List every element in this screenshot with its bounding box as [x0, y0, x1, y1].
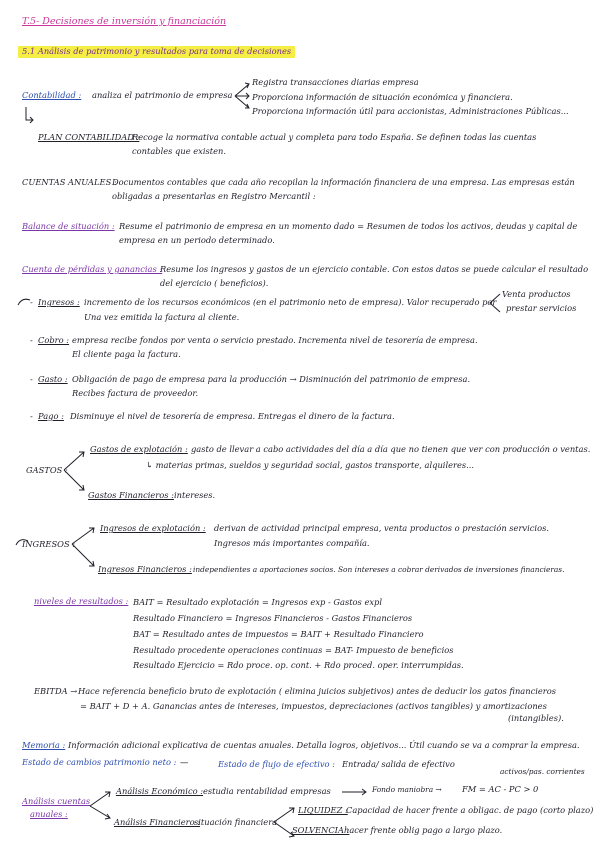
gastos-label: GASTOS : — [26, 465, 68, 475]
perdidas-text: Resume los ingresos y gastos de un ejercicio contable. Con estos datos se puede calcular el resultado — [160, 264, 589, 274]
cobro-text: El cliente paga la factura. — [72, 349, 181, 359]
solvencia-label: SOLVENCIA : — [292, 825, 350, 835]
liquidez-label: LIQUIDEZ : — [298, 805, 348, 815]
analisis-eco-text: estudia rentabilidad empresas — [203, 786, 331, 796]
ebitda-text: (intangibles). — [508, 713, 564, 723]
ingresos-fin-label: Ingresos Financieros : — [98, 564, 192, 574]
arrow-icon — [340, 786, 370, 798]
gastos-fin-label: Gastos Financieros : — [88, 490, 174, 500]
solvencia-text: hacer frente oblig pago a largo plazo. — [344, 825, 503, 835]
ingresos-label: INGRESOS : — [22, 539, 76, 549]
memoria-label: Memoria : — [22, 740, 66, 750]
gastos-explot-text: gasto de llevar a cabo actividades del día a día que no tienen que ver con producción o ventas. — [191, 444, 591, 454]
balance-text: Resume el patrimonio de empresa en un momento dado = Resumen de todos los activos, deudas y capital de — [119, 221, 578, 231]
gastos-explot-label: Gastos de explotación : — [90, 444, 188, 454]
estado-cambios-dash: — — [180, 757, 189, 767]
activos-note: activos/pas. corrientes — [500, 767, 585, 776]
fm-formula: FM = AC - PC > 0 — [462, 784, 539, 794]
dash-bullet: - — [30, 335, 33, 345]
pago-label: Pago : — [38, 411, 64, 421]
contabilidad-item: Proporciona información útil para accionistas, Administraciones Públicas... — [252, 106, 569, 116]
dash-bullet: - — [30, 374, 33, 384]
cobro-label: Cobro : — [38, 335, 70, 345]
ingresos-def-option: prestar servicios — [506, 303, 577, 313]
cuentas-anuales-text: obligadas a presentarlas en Registro Mercantil : — [112, 191, 316, 201]
ingresos-def-text: Una vez emitida la factura al cliente. — [84, 312, 240, 322]
analisis-fin-text: situación financiera — [194, 817, 278, 827]
niveles-label: niveles de resultados : — [34, 596, 129, 606]
estado-flujo-label: Estado de flujo de efectivo : — [218, 759, 335, 769]
plan-text: contables que existen. — [132, 146, 226, 156]
analisis-arrows — [88, 788, 114, 824]
ingresos-explot-text: Ingresos más importantes compañía. — [214, 538, 370, 548]
ingresos-explot-text: derivan de actividad principal empresa, venta productos o prestación servicios. — [214, 523, 549, 533]
ingresos-def-text: incremento de los recursos económicos (en el patrimonio neto de empresa). Valor recuperado por — [84, 297, 497, 307]
analisis-fin-label: Análisis Financiero : — [114, 817, 201, 827]
brace-left-icon — [488, 292, 502, 314]
analisis-label: Análisis cuentas — [22, 796, 91, 806]
perdidas-label: Cuenta de pérdidas y ganancias : — [22, 264, 163, 274]
cuentas-anuales-text: Documentos contables que cada año recopilan la información financiera de una empresa. Las empresas están — [112, 177, 575, 187]
fondo-maniobra: Fondo maniobra → — [372, 785, 442, 794]
ingresos-arrows — [70, 524, 98, 572]
dash-bullet: - — [30, 411, 33, 421]
cobro-text: empresa recibe fondos por venta o servicio prestado. Incrementa nivel de tesorería de empresa. — [72, 335, 478, 345]
niveles-line: Resultado procedente operaciones continuas = BAT- Impuesto de beneficios — [133, 645, 454, 655]
estado-flujo-text: Entrada/ salida de efectivo — [342, 759, 455, 769]
perdidas-text: del ejercicio ( beneficios). — [160, 278, 269, 288]
gasto-text: Recibes factura de proveedor. — [72, 388, 199, 398]
gastos-explot-examples: ↳ materias primas, sueldos y seguridad social, gastos transporte, alquileres... — [146, 460, 475, 470]
financiero-arrows — [272, 804, 298, 842]
ingresos-fin-text: independientes a aportaciones socios. Son intereses a cobrar derivados de inversiones financieras. — [193, 565, 565, 574]
gasto-label: Gasto : — [38, 374, 68, 384]
contabilidad-arrows — [233, 80, 253, 114]
plan-label: PLAN CONTABILIDAD : — [38, 132, 140, 142]
ingresos-def-option: Venta productos — [502, 289, 571, 299]
analisis-label: anuales : — [30, 809, 68, 819]
ebitda-text: Hace referencia beneficio bruto de explotación ( elimina juicios subjetivos) antes de deducir los gatos financieros — [78, 686, 557, 696]
niveles-line: BAIT = Resultado explotación = Ingresos exp - Gastos expl — [133, 597, 383, 607]
ebitda-label: EBITDA → — [34, 686, 78, 696]
balance-text: empresa en un periodo determinado. — [119, 235, 275, 245]
gastos-arrows — [62, 448, 88, 496]
niveles-line: Resultado Financiero = Ingresos Financieros - Gastos Financieros — [133, 613, 413, 623]
dash-bullet: - — [30, 297, 33, 307]
liquidez-text: Capacidad de hacer frente a obligac. de pago (corto plazo) — [346, 805, 594, 815]
plan-text: Recoge la normativa contable actual y completa para todo España. Se definen todas las cuentas — [132, 132, 537, 142]
niveles-line: Resultado Ejercicio = Rdo proce. op. cont. + Rdo proced. oper. interrumpidas. — [133, 660, 464, 670]
ebitda-text: = BAIT + D + A. Ganancias antes de intereses, impuestos, depreciaciones (activos tangibles) y amortizaciones — [80, 701, 547, 711]
estado-cambios-label: Estado de cambios patrimonio neto : — [22, 757, 177, 767]
section-heading: 5.1 Análisis de patrimonio y resultados para toma de decisiones — [18, 46, 295, 58]
contabilidad-desc: analiza el patrimonio de empresa — [92, 90, 233, 100]
niveles-line: BAT = Resultado antes de impuestos = BAIT + Resultado Financiero — [133, 629, 424, 639]
gastos-fin-text: intereses. — [174, 490, 216, 500]
pago-text: Disminuye el nivel de tesorería de empresa. Entregas el dinero de la factura. — [70, 411, 395, 421]
gasto-text: Obligación de pago de empresa para la producción → Disminución del patrimonio de empresa. — [72, 374, 471, 384]
contabilidad-label: Contabilidad : — [22, 90, 82, 100]
cuentas-anuales-label: CUENTAS ANUALES : — [22, 177, 117, 187]
contabilidad-item: Registra transacciones diarias empresa — [252, 77, 419, 87]
contabilidad-item: Proporciona información de situación económica y financiera. — [252, 92, 513, 102]
page-title: T.5- Decisiones de inversión y financiación — [22, 16, 227, 27]
down-right-arrow — [22, 106, 36, 126]
analisis-eco-label: Análisis Económico : — [116, 786, 204, 796]
memoria-text: Información adicional explicativa de cuentas anuales. Detalla logros, objetivos... Útil cuando se va a comprar la empresa. — [68, 740, 580, 750]
ingresos-def-label: Ingresos : — [38, 297, 80, 307]
balance-label: Balance de situación : — [22, 221, 115, 231]
ingresos-explot-label: Ingresos de explotación : — [100, 523, 206, 533]
